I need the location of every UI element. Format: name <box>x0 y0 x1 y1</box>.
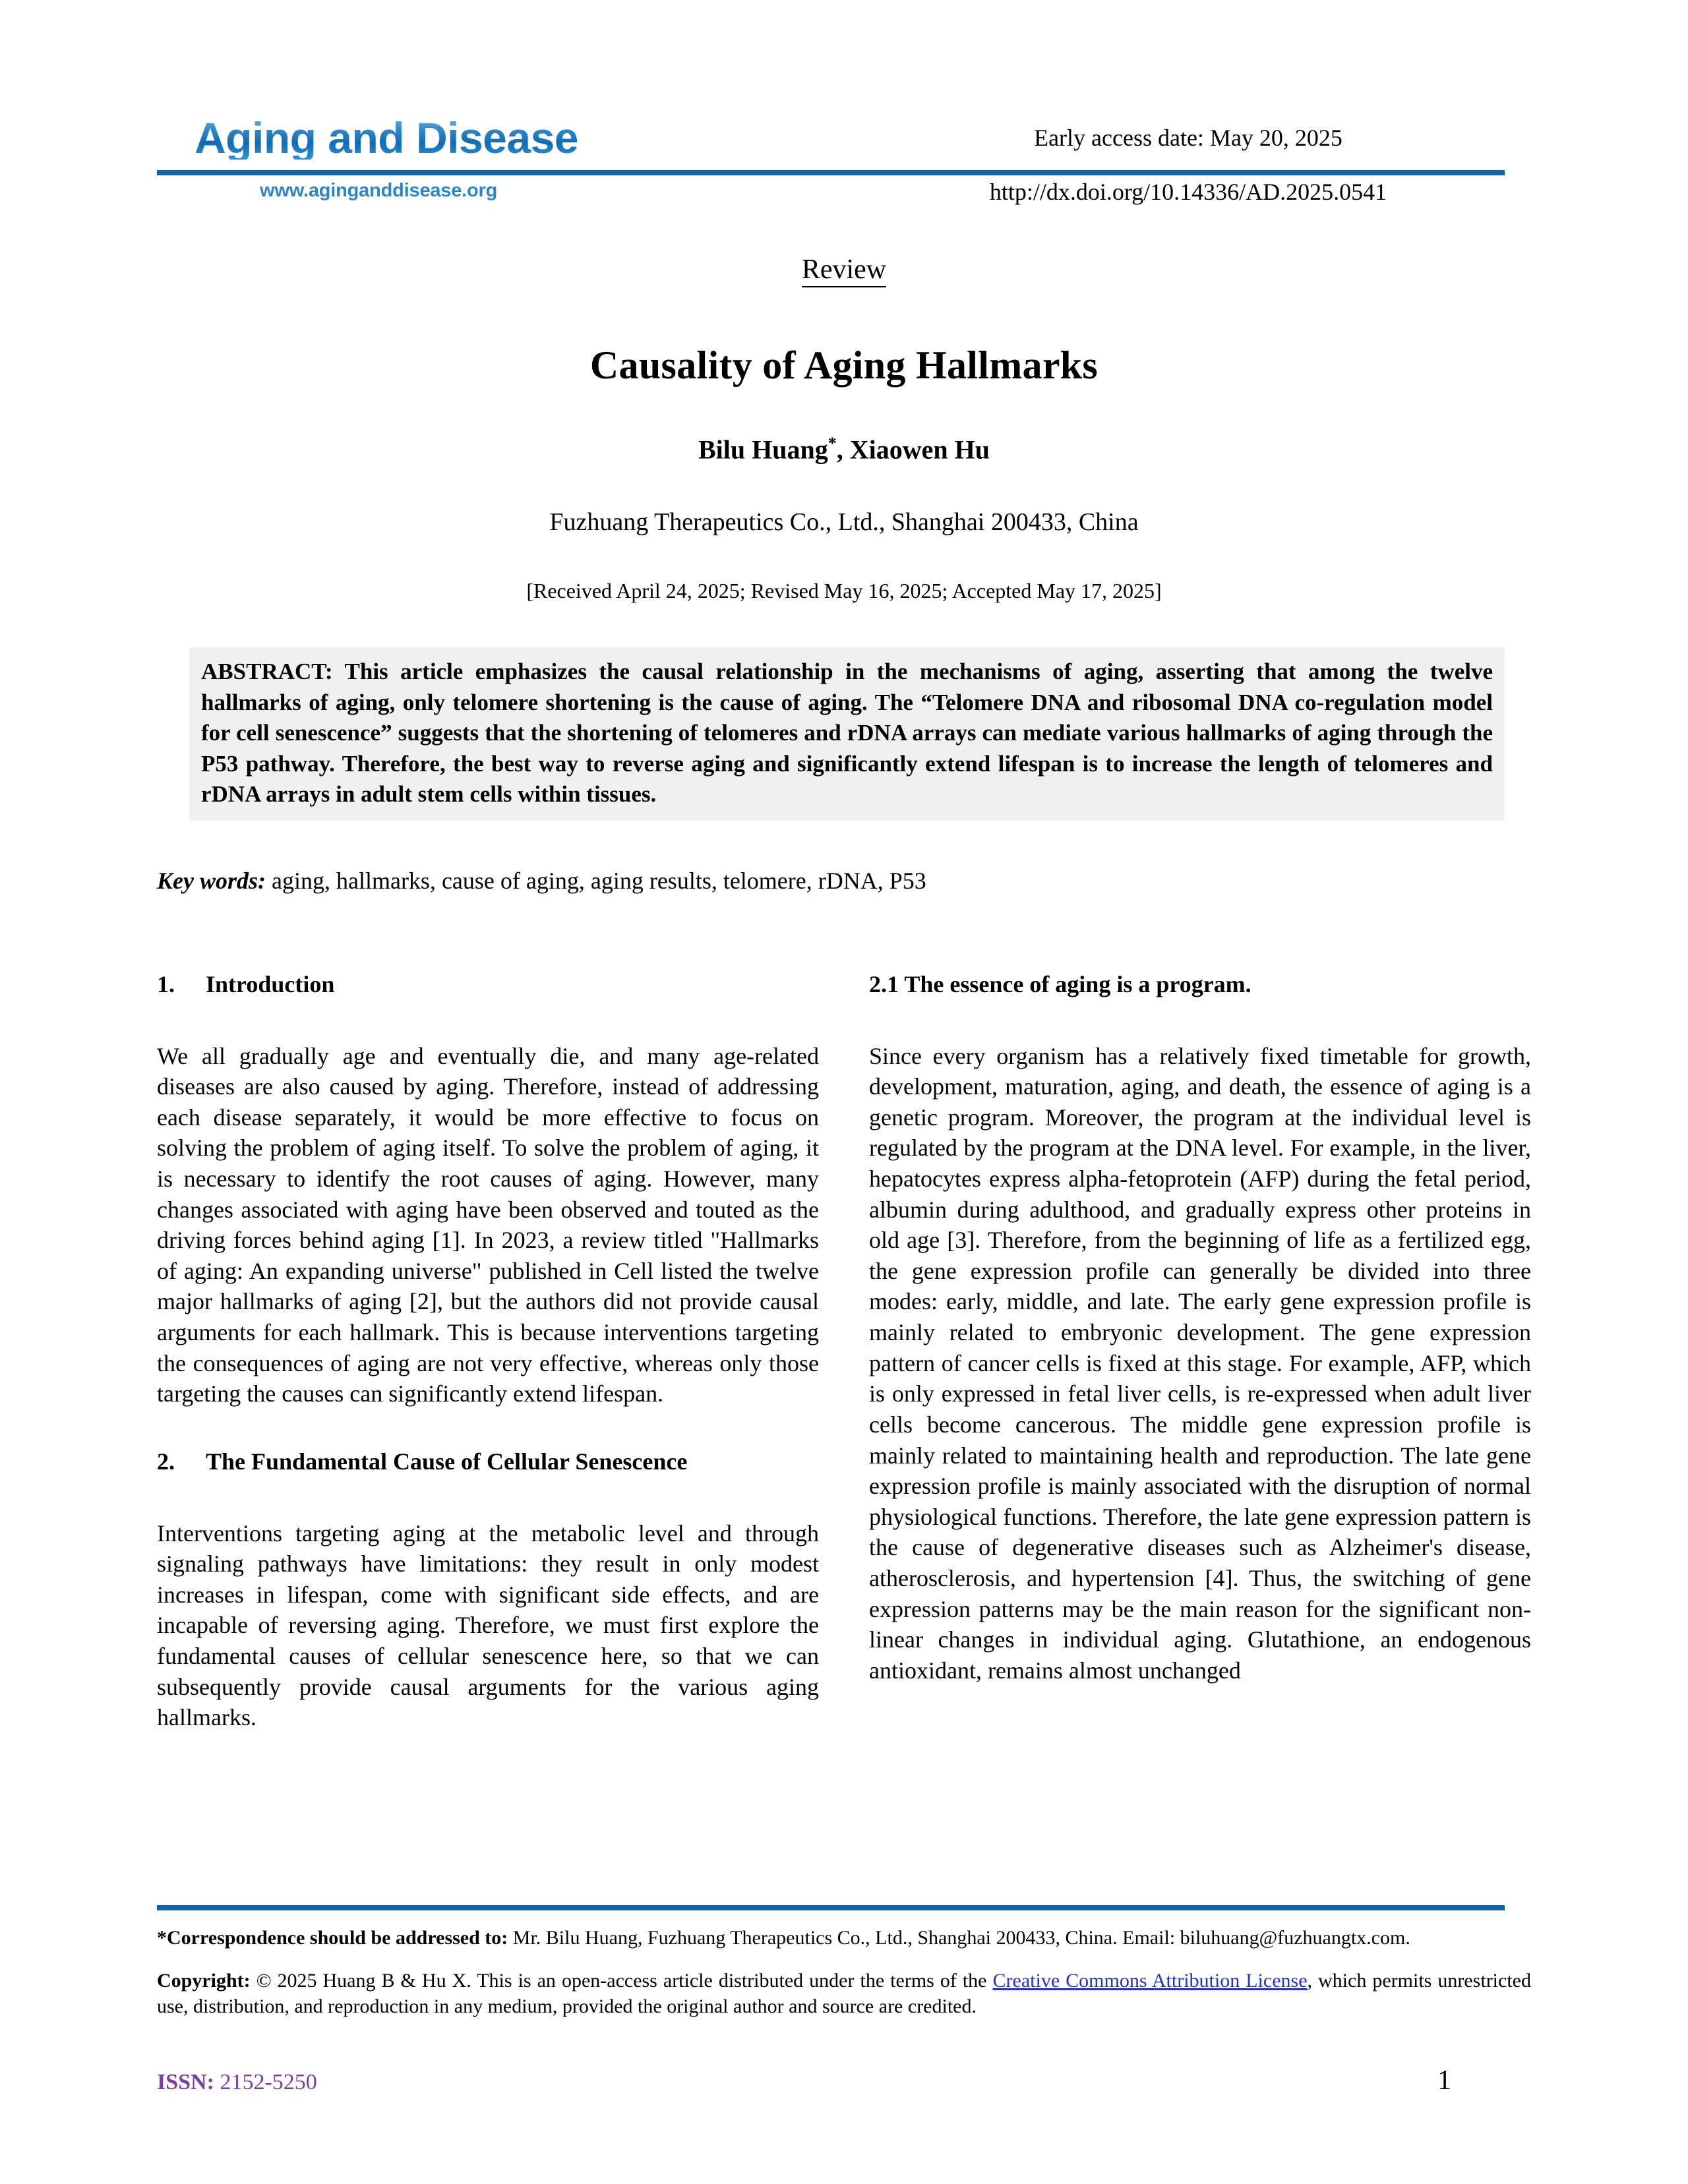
copyright-text-after-link: , which permits unrestricted use, distribution, and reproduction in any medium, provided the original author and source are credited. <box>157 1970 1531 2017</box>
document-type-text: Review <box>802 254 886 287</box>
corresponding-author-marker: * <box>828 434 837 453</box>
section-1-number: 1. <box>157 971 175 997</box>
footer-divider-rule <box>157 1905 1505 1910</box>
abstract-box <box>189 647 1505 821</box>
page-number: 1 <box>1437 2065 1451 2096</box>
right-column <box>869 969 1531 1885</box>
copyright-note <box>157 1968 1531 2019</box>
copyright-label: Copyright: <box>157 1970 251 1992</box>
keywords <box>157 867 1515 895</box>
section-heading-1 <box>157 969 819 1000</box>
early-access-date: Early access date: May 20, 2025 <box>1034 125 1342 151</box>
issn-label: ISSN: <box>157 2070 214 2094</box>
correspondence-text: Mr. Bilu Huang, Fuzhuang Therapeutics Co., Ltd., Shanghai 200433, China. Email: biluhuang@fuzhuangtx.com. <box>508 1927 1410 1949</box>
abstract-text: This article emphasizes the causal relationship in the mechanisms of aging, asserting that among the twelve hallmarks of aging, only telomere shortening is the cause of aging. The “Telomere DNA and ribosomal DNA co-regulation model for cell senescence” suggests that the shortening of telomeres and rDNA arrays can mediate various hallmarks of aging through the P53 pathway. Therefore, the best way to reverse aging and significantly extend lifespan is to increase the length of telomeres and rDNA arrays in adult stem cells within tissues. <box>201 659 1493 808</box>
keywords-label: Key words: <box>157 868 266 894</box>
document-type-label <box>0 254 1688 285</box>
section-1-title: Introduction <box>206 971 335 997</box>
affiliation: Fuzhuang Therapeutics Co., Ltd., Shanghai 200433, China <box>549 508 1139 536</box>
creative-commons-license-link[interactable]: Creative Commons Attribution License <box>992 1970 1308 1992</box>
section-heading-2-1: 2.1 The essence of aging is a program. <box>869 971 1251 997</box>
left-column <box>157 969 819 1885</box>
journal-website-link[interactable]: www.aginganddisease.org <box>260 180 498 201</box>
paragraph-intro: We all gradually age and eventually die, and many age-related diseases are also caused by aging. Therefore, instead of addressing each disease separately, it would be more effective to focus on solving the problem of aging itself. To solve the problem of aging, it is necessary to identify the root causes of aging. However, many changes associated with aging have been observed and touted as the driving forces behind aging [1]. In 2023, a review titled "Hallmarks of aging: An expanding universe" published in Cell listed the twelve major hallmarks of aging [2], but the authors did not provide causal arguments for each hallmark. This is because interventions targeting the consequences of aging are not very effective, whereas only those targeting the causes can significantly extend lifespan. <box>157 1042 819 1407</box>
copyright-text-before-link: © 2025 Huang B & Hu X. This is an open-access article distributed under the terms of the <box>250 1970 993 1992</box>
author-list <box>0 434 1688 465</box>
author-primary: Bilu Huang <box>698 434 828 465</box>
issn <box>157 2070 317 2095</box>
author-secondary: , Xiaowen Hu <box>836 434 990 465</box>
correspondence-label: *Correspondence should be addressed to: <box>157 1927 508 1949</box>
journal-logo: Aging and Disease <box>195 113 578 162</box>
paragraph-fundamental-cause: Interventions targeting aging at the metabolic level and through signaling pathways have limitations: they result in only modest increases in lifespan, come with significant side effects, and are incapable of reversing aging. Therefore, we must first explore the fundamental causes of cellular senescence here, so that we can subsequently provide causal arguments for the various aging hallmarks. <box>157 1520 819 1731</box>
issn-value: 2152-5250 <box>214 2070 317 2094</box>
body-columns <box>157 969 1531 1885</box>
doi-link[interactable]: http://dx.doi.org/10.14336/AD.2025.0541 <box>989 179 1387 205</box>
header-divider-rule <box>157 170 1505 175</box>
paragraph-essence-of-aging: Since every organism has a relatively fixed timetable for growth, development, maturation, aging, and death, the essence of aging is a genetic program. Moreover, the program at the individual level is regulated by the program at the DNA level. For example, in the liver, hepatocytes express alpha-fetoprotein (AFP) during the fetal period, albumin during adulthood, and gradually express other proteins in old age [3]. Therefore, from the beginning of life as a fertilized egg, the gene expression profile can generally be divided into three modes: early, middle, and late. The early gene expression profile is mainly related to embryonic development. The gene expression pattern of cancer cells is fixed at this stage. For example, AFP, which is only expressed in fetal liver cells, is re-expressed when adult liver cells become cancerous. The middle gene expression profile is mainly related to maintaining health and reproduction. The late gene expression profile is mainly associated with the disruption of normal physiological functions. Therefore, the late gene expression pattern is the cause of degenerative diseases such as Alzheimer's disease, atherosclerosis, and hypertension [4]. Thus, the switching of gene expression patterns may be the main reason for the significant non-linear changes in individual aging. Glutathione, an endogenous antioxidant, remains almost unchanged <box>869 1042 1531 1684</box>
section-2-title: The Fundamental Cause of Cellular Senescence <box>206 1448 688 1475</box>
page-title: Causality of Aging Hallmarks <box>589 343 1099 387</box>
abstract-label: ABSTRACT: <box>201 659 333 684</box>
keywords-text: aging, hallmarks, cause of aging, aging results, telomere, rDNA, P53 <box>266 868 926 894</box>
section-2-number: 2. <box>157 1448 175 1475</box>
footnotes <box>157 1925 1531 2036</box>
section-heading-2 <box>157 1446 819 1477</box>
masthead <box>189 111 1505 210</box>
correspondence-note <box>157 1925 1531 1951</box>
submission-history: [Received April 24, 2025; Revised May 16, 2025; Accepted May 17, 2025] <box>526 579 1162 603</box>
